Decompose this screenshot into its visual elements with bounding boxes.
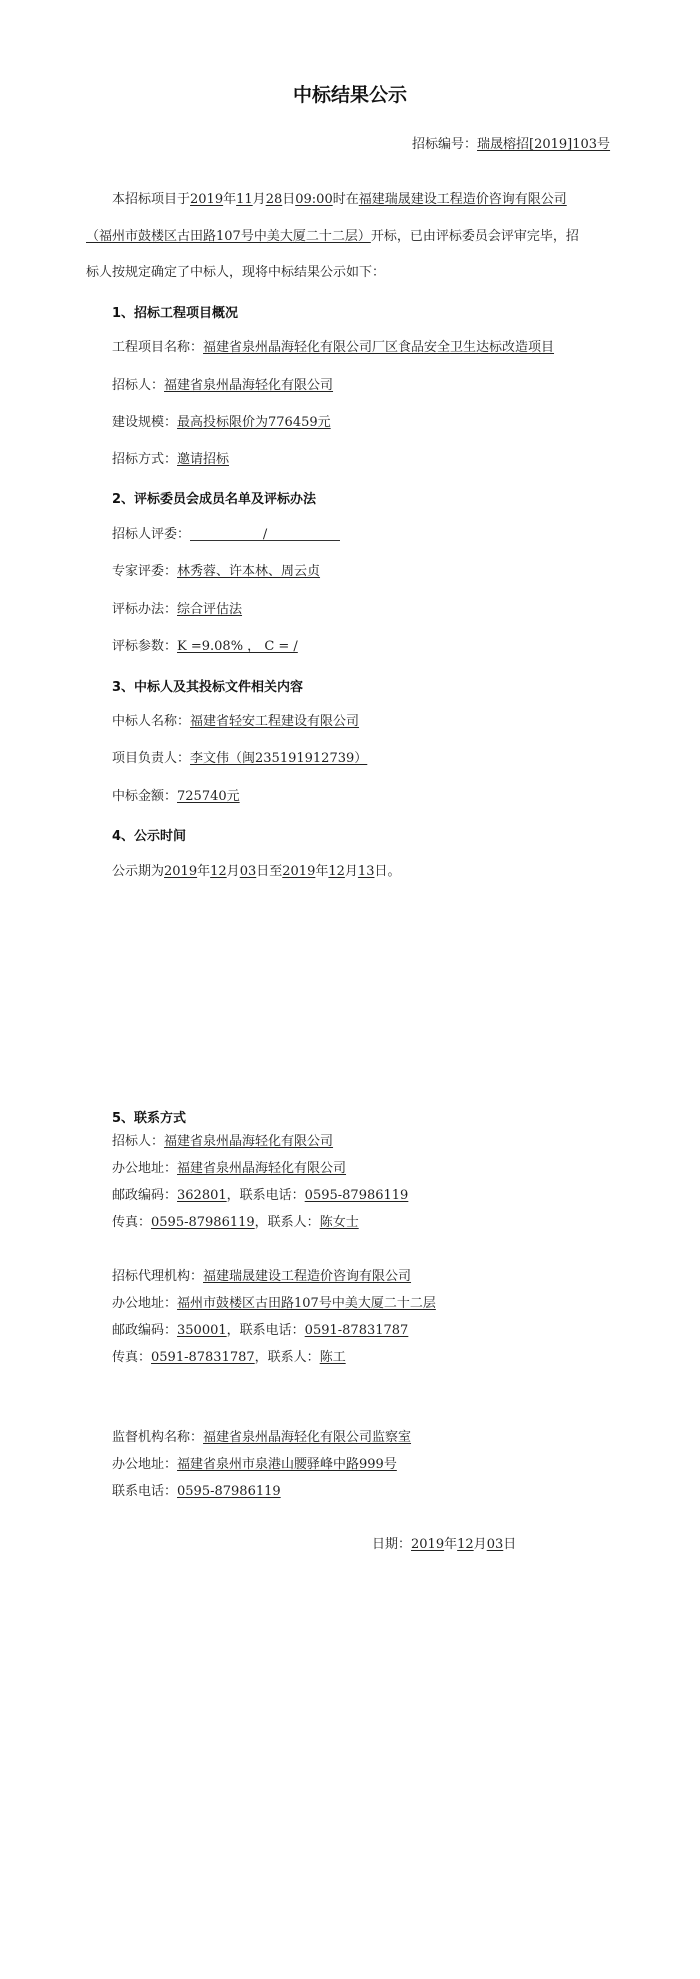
eval-param-value: K =9.08% ， C = / — [177, 639, 298, 654]
document-date — [372, 1536, 516, 1554]
agent-row — [112, 1268, 411, 1286]
field-label: 中标金额： — [112, 789, 178, 804]
contact-fax-row — [112, 1214, 359, 1232]
field-label: 招标人： — [112, 1134, 165, 1149]
period-text: 月 — [344, 864, 358, 879]
field-label: ，联系电话： — [226, 1188, 305, 1203]
intro-line-3: 标人按规定确定了中标人，现将中标结果公示如下： — [86, 265, 386, 280]
agent-address-value: 福州市鼓楼区古田路107号中美大厦二十二层 — [177, 1296, 436, 1311]
field-label: 项目负责人： — [112, 751, 191, 766]
period-end-year: 2019 — [282, 864, 316, 879]
contact-zip-value: 362801 — [177, 1188, 227, 1203]
contact-address-row — [112, 1160, 346, 1178]
project-manager-row — [112, 750, 367, 768]
section-4-heading: 4、公示时间 — [112, 829, 187, 844]
agent-tel-value: 0591-87831787 — [304, 1323, 409, 1338]
period-text: 日至 — [256, 864, 283, 879]
field-label: 评标参数： — [112, 639, 178, 654]
period-text: 年 — [197, 864, 211, 879]
open-month: 11 — [236, 192, 253, 207]
date-year: 2019 — [411, 1537, 445, 1552]
intro-text: 日 — [282, 192, 296, 207]
field-label: 邮政编码： — [112, 1323, 178, 1338]
intro-text: 年 — [223, 192, 237, 207]
date-day: 03 — [486, 1537, 504, 1552]
field-label: 建设规模： — [112, 415, 178, 430]
tenderer-rep-row — [112, 526, 340, 544]
period-text: 公示期为 — [112, 864, 165, 879]
contact-tenderer-value: 福建省泉州晶海轻化有限公司 — [164, 1134, 334, 1149]
page-title: 中标结果公示 — [292, 84, 407, 106]
field-label: 招标人评委： — [112, 527, 191, 542]
period-text: 年 — [315, 864, 329, 879]
tenderer-row — [112, 377, 333, 395]
eval-method-value: 综合评估法 — [177, 602, 243, 617]
open-year: 2019 — [190, 192, 224, 207]
date-text: 月 — [473, 1537, 487, 1552]
field-label: ，联系电话： — [226, 1323, 305, 1338]
ref-value: 瑞晟榕招[2019]103号 — [477, 137, 611, 152]
field-label: 招标代理机构： — [112, 1269, 204, 1284]
section-3-heading: 3、中标人及其投标文件相关内容 — [112, 680, 304, 695]
field-label: 专家评委： — [112, 564, 178, 579]
contact-tenderer-row — [112, 1133, 333, 1151]
period-end-month: 12 — [328, 864, 345, 879]
tenderer-rep-value: / — [190, 526, 340, 541]
period-text: 日。 — [374, 864, 401, 879]
supervisor-address-value: 福建省泉州市泉港山腰驿峰中路999号 — [177, 1457, 397, 1472]
field-label: 传真： — [112, 1350, 152, 1365]
field-label: ，联系人： — [254, 1215, 320, 1230]
agent-address-row — [112, 1295, 436, 1313]
field-label: 传真： — [112, 1215, 152, 1230]
tenderer-value: 福建省泉州晶海轻化有限公司 — [164, 378, 334, 393]
agency-address: （福州市鼓楼区古田路107号中美大厦二十二层） — [86, 229, 371, 244]
bid-amount-row — [112, 788, 240, 806]
field-label: ，联系人： — [254, 1350, 320, 1365]
period-start-month: 12 — [210, 864, 227, 879]
supervisor-value: 福建省泉州晶海轻化有限公司监察室 — [203, 1430, 412, 1445]
open-day: 28 — [265, 192, 283, 207]
contact-person-value: 陈女士 — [319, 1215, 359, 1230]
expert-row — [112, 563, 320, 581]
period-text: 月 — [226, 864, 240, 879]
intro-text: 时在 — [332, 192, 359, 207]
project-manager-value: 李文伟（闽235191912739） — [190, 751, 368, 766]
agent-fax-row — [112, 1349, 346, 1367]
supervisor-tel-row — [112, 1483, 281, 1501]
method-value: 邀请招标 — [177, 452, 230, 467]
contact-address-value: 福建省泉州晶海轻化有限公司 — [177, 1161, 347, 1176]
date-text: 日 — [503, 1537, 517, 1552]
field-label: 中标人名称： — [112, 714, 191, 729]
intro-text: 本招标项目于 — [112, 192, 191, 207]
tender-reference — [412, 136, 610, 154]
contact-tel-value: 0595-87986119 — [304, 1188, 409, 1203]
winner-row — [112, 713, 359, 731]
eval-method-row — [112, 601, 242, 619]
agent-zip-value: 350001 — [177, 1323, 227, 1338]
section-5-heading: 5、联系方式 — [112, 1111, 187, 1126]
field-label: 招标人： — [112, 378, 165, 393]
project-name-row — [112, 339, 554, 357]
agent-contact-value: 陈工 — [319, 1350, 346, 1365]
publicity-period-row — [112, 863, 400, 881]
bid-amount-value: 725740元 — [177, 789, 240, 804]
field-label: 工程项目名称： — [112, 340, 204, 355]
intro-line-1 — [112, 191, 567, 209]
intro-text: 月 — [252, 192, 266, 207]
scale-value: 最高投标限价为776459元 — [177, 415, 331, 430]
section-1-heading: 1、招标工程项目概况 — [112, 306, 239, 321]
period-start-year: 2019 — [164, 864, 198, 879]
open-time: 09:00 — [295, 192, 333, 207]
agent-zip-tel-row — [112, 1322, 408, 1340]
field-label: 联系电话： — [112, 1484, 178, 1499]
agent-fax-value: 0591-87831787 — [151, 1350, 255, 1365]
date-text: 年 — [444, 1537, 458, 1552]
method-row — [112, 451, 229, 469]
date-month: 12 — [457, 1537, 474, 1552]
field-label: 招标方式： — [112, 452, 178, 467]
contact-zip-tel-row — [112, 1187, 408, 1205]
scale-row — [112, 414, 331, 432]
field-label: 邮政编码： — [112, 1188, 178, 1203]
ref-label: 招标编号： — [412, 137, 478, 152]
field-label: 评标办法： — [112, 602, 178, 617]
supervisor-row — [112, 1429, 411, 1447]
section-2-heading: 2、评标委员会成员名单及评标办法 — [112, 492, 317, 507]
intro-line-2 — [86, 228, 579, 246]
field-label: 办公地址： — [112, 1296, 178, 1311]
supervisor-address-row — [112, 1456, 397, 1474]
field-label: 办公地址： — [112, 1457, 178, 1472]
field-label: 办公地址： — [112, 1161, 178, 1176]
agency-name: 福建瑞晟建设工程造价咨询有限公司 — [358, 192, 567, 207]
period-start-day: 03 — [239, 864, 257, 879]
agent-value: 福建瑞晟建设工程造价咨询有限公司 — [203, 1269, 412, 1284]
winner-value: 福建省轻安工程建设有限公司 — [190, 714, 360, 729]
expert-value: 林秀蓉、许本林、周云贞 — [177, 564, 321, 579]
supervisor-tel-value: 0595-87986119 — [177, 1484, 281, 1499]
project-name-value: 福建省泉州晶海轻化有限公司厂区食品安全卫生达标改造项目 — [203, 340, 555, 355]
contact-fax-value: 0595-87986119 — [151, 1215, 255, 1230]
period-end-day: 13 — [357, 864, 375, 879]
date-label: 日期： — [372, 1537, 412, 1552]
field-label: 监督机构名称： — [112, 1430, 204, 1445]
eval-param-row — [112, 638, 298, 656]
intro-text: 开标，已由评标委员会评审完毕，招 — [370, 229, 579, 244]
